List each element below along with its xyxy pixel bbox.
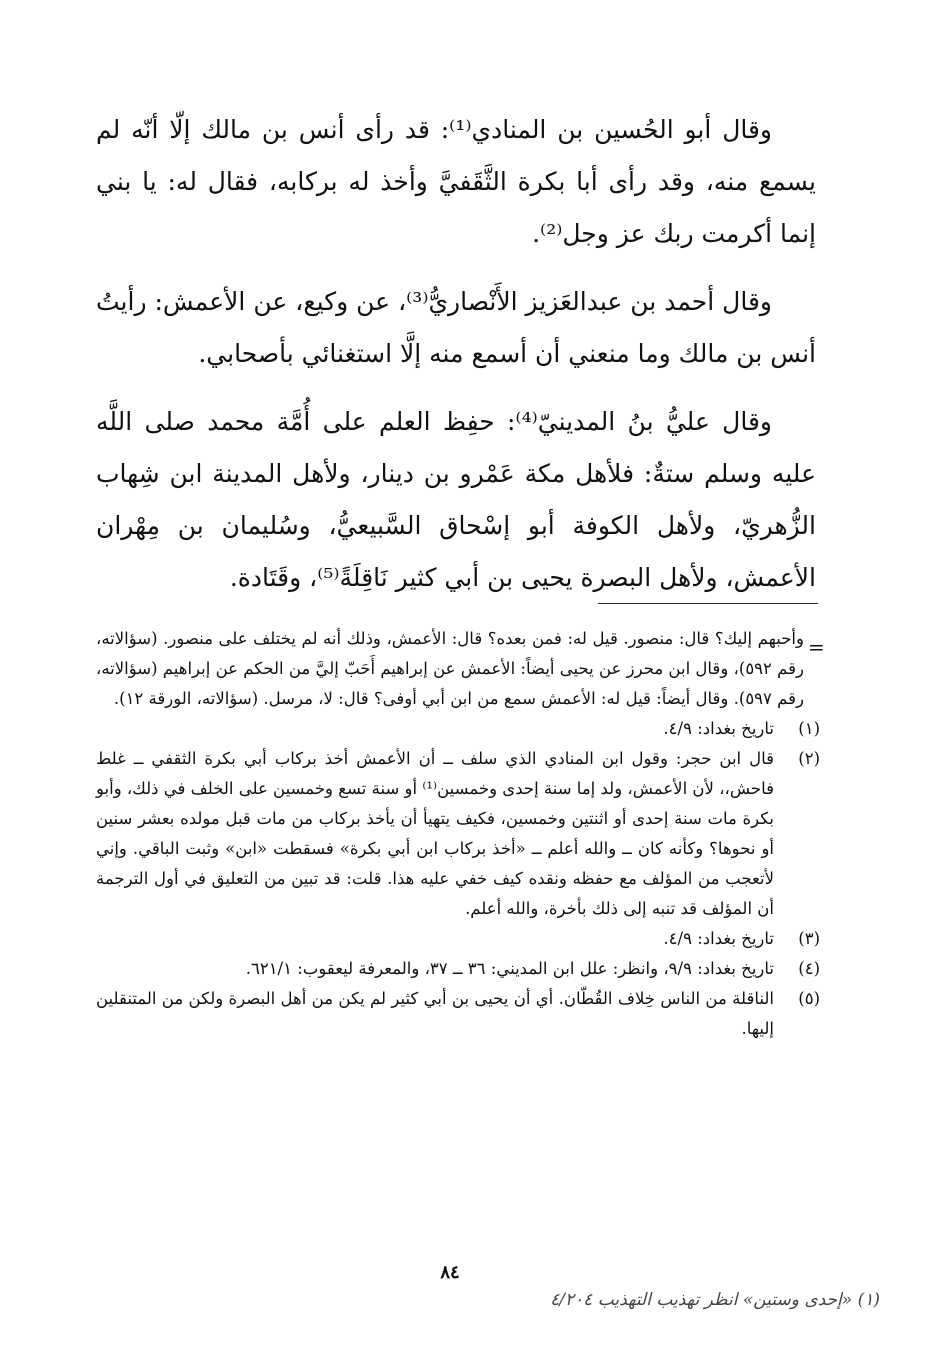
- footnote-number: (٢): [798, 749, 820, 768]
- footnote: [96, 924, 820, 954]
- footnote-continuation-mark: =: [808, 635, 825, 659]
- main-paragraph: وقال أبو الحُسين بن المنادي⁽¹⁾: قد رأى أنس بن مالك إلّا أنّه لم يسمع منه، وقد رأى أبا بكرة الثَّقَفيَّ وأخذ له بركابه، فقال له: يا بني إنما أكرمت ربك عز وجل⁽²⁾.: [96, 115, 816, 248]
- main-text: [96, 104, 816, 620]
- footnote-text: تاريخ بغداد: ٤/٩.: [663, 719, 774, 738]
- main-paragraph: وقال عليُّ بنُ المدينيّ⁽⁴⁾: حفِظ العلم على أُمَّة محمد صلى اللَّه عليه وسلم ستةٌ: فلأهل مكة عَمْرو بن دينار، ولأهل المدينة ابن شِهاب الزُّهريّ، ولأهل الكوفة أبو إسْحاق السَّبيعيُّ، وسُليمان بن مِهْران الأعمش، ولأهل البصرة يحيى بن أبي كثير نَاقِلَةً⁽⁵⁾، وقَتَادة.: [96, 407, 816, 592]
- footnote-continuation: وأحبهم إليك؟ قال: منصور. قيل له: فمن بعده؟ قال: الأعمش، وذلك أنه لم يختلف على منصور. (سؤالاته، رقم ٥٩٢)، وقال ابن محرز عن يحيى أيضاً: الأعمش عن إبراهيم أَحَبّ إليَّ من الحكم عن إبراهيم (سؤالاته، رقم ٥٩٧). وقال أيضاً: قيل له: الأعمش سمع من ابن أبي أوفى؟ قال: لا، مرسل. (سؤالاته، الورقة ١٢).: [96, 629, 804, 708]
- footnote-separator: [598, 603, 818, 604]
- footnote: [96, 714, 820, 744]
- handwritten-note: (١) «إحدى وستين» انظر تهذيب التهذيب ٤/٢٠٤: [550, 1290, 880, 1310]
- page-number: ٨٤: [440, 1262, 460, 1283]
- footnote-number: (١): [798, 719, 820, 738]
- footnote: [96, 984, 820, 1044]
- footnotes: [96, 624, 820, 1044]
- footnote-text: تاريخ بغداد: ٤/٩.: [663, 929, 774, 948]
- footnote: [96, 954, 820, 984]
- footnote-text: قال ابن حجر: وقول ابن المنادي الذي سلف ــ أن الأعمش أخذ بركاب أبي بكرة الثقفي ــ غلط فاحش،، لأن الأعمش، ولد إما سنة إحدى وخمسين⁽¹⁾ أو سنة تسع وخمسين على الخلف في ذلك، وأبو بكرة مات سنة إحدى أو اثنتين وخمسين، فكيف يتهيأ أن يأخذ بركاب من مات قبل مولده بعشر سنين أو نحوها؟ وكأنه كان ــ والله أعلم ــ «أخذ بركاب ابن أبي بكرة» فسقطت «ابن» وثبت الباقي. وإني لأتعجب من المؤلف مع حفظه ونقده كيف خفي عليه هذا. قلت: قد تبين من التعليق في أول الترجمة أن المؤلف قد تنبه إلى ذلك بأخرة، والله أعلم.: [96, 749, 774, 918]
- footnote-text: الناقلة من الناس خِلاف القُطّان. أي أن يحيى بن أبي كثير لم يكن من أهل البصرة ولكن من المتنقلين إليها.: [96, 989, 774, 1038]
- footnote-text: تاريخ بغداد: ٩/٩، وانظر: علل ابن المديني: ٣٦ ــ ٣٧، والمعرفة ليعقوب: ٦٢١/١.: [245, 959, 774, 978]
- footnote-number: (٤): [798, 959, 820, 978]
- footnote: [96, 744, 820, 924]
- footnote-number: (٣): [798, 929, 820, 948]
- main-paragraph: وقال أحمد بن عبدالعَزيز الأَنْصاريُّ⁽³⁾، عن وكيع، عن الأعمش: رأيتُ أنس بن مالك وما منعني أن أسمع منه إلَّا استغنائي بأصحابي.: [96, 287, 816, 368]
- footnote-number: (٥): [798, 989, 820, 1008]
